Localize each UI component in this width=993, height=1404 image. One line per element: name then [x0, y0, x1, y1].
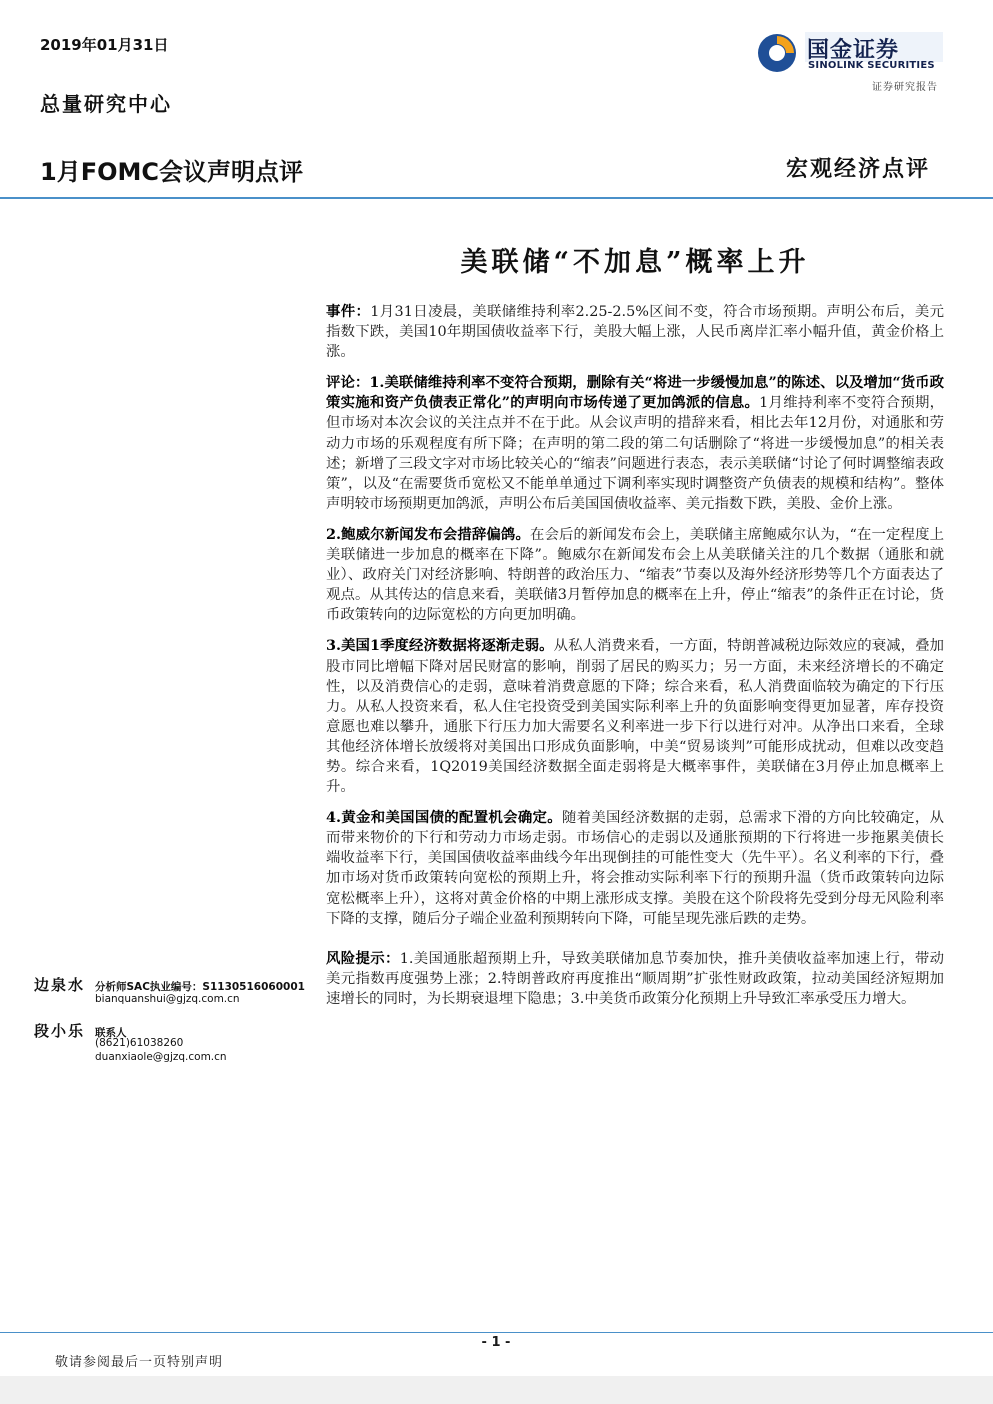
page-number: - 1 -: [481, 1335, 511, 1350]
author-title: 分析师SAC执业编号：S1130516060001: [95, 981, 305, 993]
footer-divider: [0, 1332, 993, 1333]
header-divider: [0, 197, 993, 199]
report-title: 1月FOMC会议声明点评: [40, 158, 303, 186]
logo-chinese-name: 国金证券: [807, 38, 900, 63]
author-block: [34, 974, 314, 1014]
comment-label: 评论：: [326, 374, 370, 392]
risk-label: 风险提示：: [326, 949, 400, 967]
point-3-text: 从私人消费来看，一方面，特朗普减税边际效应的衰减，叠加股市同比增幅下降对居民财富的影响，削弱了居民的购买力；另一方面，未来经济增长的不确定性，以及消费信心的走弱，意味着消费意愿的下降；综合来看，私人消费面临较为确定的下行压力。从私人投资来看，私人住宅投资受到美国实际利率上升的负面影响变得更加显著，库存投资意愿也难以攀升，通胀下行压力加大需要名义利率进一步下行以进行对冲。从净出口来看，全球其他经济体增长放缓将对美国出口形成负面影响，中美“贸易谈判”可能形成扰动，但难以改变趋势。综合来看，1Q2019美国经济数据全面走弱将是大概率事件，美联储在3月停止加息概率上升。: [326, 638, 944, 796]
disclaimer-note: 敬请参阅最后一页特别声明: [55, 1355, 224, 1370]
department-name: 总量研究中心: [40, 92, 172, 116]
author-name: 段小乐: [34, 1022, 86, 1040]
point-4-text: 随着美国经济数据的走弱，总需求下滑的方向比较确定，从而带来物价的下行和劳动力市场走弱。市场信心的走弱以及通胀预期的下行将进一步拖累美债长端收益率下行，美国国债收益率曲线今年出现倒挂的可能性变大（先牛平）。名义利率的下行，叠加市场对货币政策转向宽松的预期上升，将会推动实际利率下行的预期升温（货币政策转向边际宽松概率上升），这将对黄金价格的中期上涨形成支撑。美股在这个阶段将先受到分母无风险利率下降的支撑，随后分子端企业盈利预期转向下降，可能呈现先涨后跌的走势。: [326, 810, 944, 927]
point-1-heading: 1.美联储维持利率不变符合预期，删除有关“将进一步缓慢加息”的陈述、以及增加“货币政策实施和资产负债表正常化”的声明向市场传递了更加鸽派的信息。: [326, 374, 944, 412]
logo-subtitle: 证券研究报告: [872, 82, 938, 93]
logo-english-name: SINOLINK SECURITIES: [808, 60, 935, 71]
author-email: bianquanshui@gjzq.com.cn: [95, 993, 240, 1005]
author-block: [34, 1020, 314, 1070]
report-body: [326, 302, 944, 1020]
point-3-heading: 3.美国1季度经济数据将逐渐走弱。: [326, 637, 554, 655]
author-title: 联系人: [95, 1027, 127, 1039]
risk-paragraph: [326, 949, 944, 1009]
author-name: 边泉水: [34, 976, 86, 994]
comment-paragraph-4: [326, 808, 944, 929]
comment-paragraph-2: [326, 525, 944, 625]
risk-text: 1.美国通胀超预期上升，导致美联储加息节奏加快，推升美债收益率加速上行，带动美元指数再度强势上涨；2.特朗普政府再度推出“顺周期”扩张性财政政策，拉动美国经济短期加速增长的同时，为长期衰退埋下隐患；3.中美货币政策分化预期上升导致汇率承受压力增大。: [326, 950, 944, 1007]
event-label: 事件：: [326, 303, 371, 320]
event-paragraph: [326, 302, 944, 362]
comment-paragraph-1: [326, 373, 944, 514]
comment-paragraph-3: [326, 636, 944, 797]
report-date: 2019年01月31日: [40, 36, 169, 54]
author-email: duanxiaole@gjzq.com.cn: [95, 1051, 227, 1063]
footer-band: [0, 1376, 993, 1404]
author-phone: (8621)61038260: [95, 1037, 184, 1049]
point-4-heading: 4.黄金和美国国债的配置机会确定。: [326, 809, 562, 827]
report-type: 宏观经济点评: [786, 156, 931, 182]
headline: 美联储“不加息”概率上升: [460, 247, 810, 278]
event-text: 1月31日凌晨，美联储维持利率2.25-2.5%区间不变，符合市场预期。声明公布后，美元指数下跌，美国10年期国债收益率下行，美股大幅上涨，人民币离岸汇率小幅升值，黄金价格上涨。: [326, 304, 944, 361]
point-1-text: 1月维持利率不变符合预期，但市场对本次会议的关注点并不在于此。从会议声明的措辞来看，相比去年12月份，对通胀和劳动力市场的乐观程度有所下降；在声明的第二段的第二句话删除了“将进一步缓慢加息”的相关表述；新增了三段文字对市场比较关心的“缩表”问题进行表态，表示美联储“讨论了何时调整缩表政策”，以及“在需要货币宽松又不能单单通过下调利率实现时调整资产负债表的规模和结构”。整体声明较市场预期更加鸽派，声明公布后美国国债收益率、美元指数下跌，美股、金价上涨。: [326, 395, 944, 512]
point-2-heading: 2.鲍威尔新闻发布会措辞偏鸽。: [326, 525, 530, 543]
point-2-text: 在会后的新闻发布会上，美联储主席鲍威尔认为，“在一定程度上美联储进一步加息的概率在下降”。鲍威尔在新闻发布会上从美联储关注的几个数据（通胀和就业）、政府关门对经济影响、特朗普的政治压力、“缩表”节奏以及海外经济形势等几个方面表达了观点。从其传达的信息来看，美联储3月暂停加息的概率在上升，停止“缩表”的条件正在讨论，货币政策转向的边际宽松的方向更加明确。: [326, 526, 944, 624]
